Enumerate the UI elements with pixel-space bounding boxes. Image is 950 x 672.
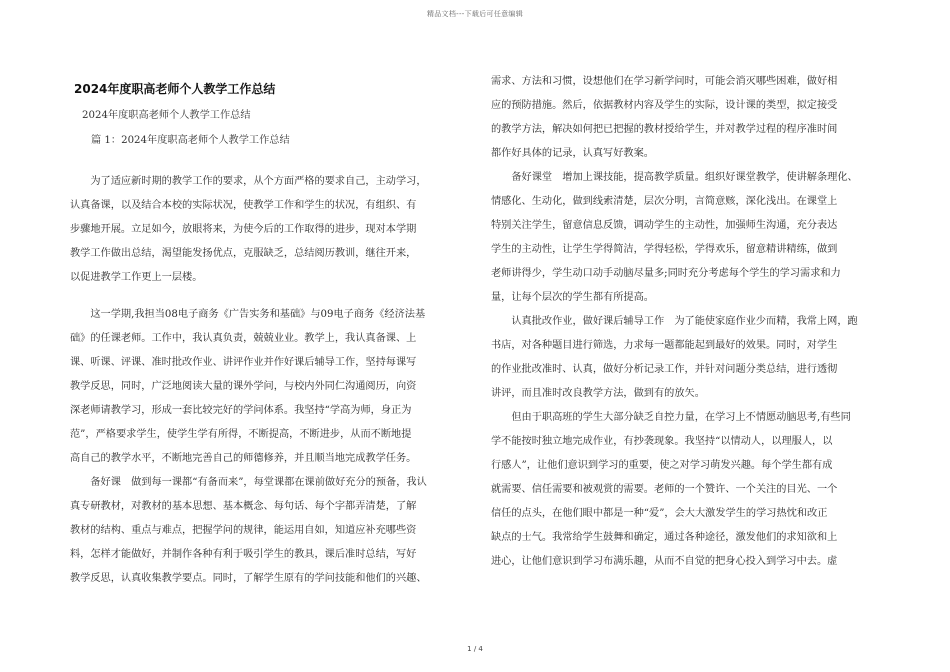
text-line: 信任的点头，在他们眼中都是一种“爱”，会大大激发学生的学习热忱和改正 <box>491 508 828 519</box>
section-heading: 篇 1：2024年度职高老师个人教学工作总结 <box>91 135 290 146</box>
text-line: 情感化、生动化，做到线索清楚，层次分明，言简意赅，深化浅出。在课堂上 <box>491 196 838 207</box>
text-line: 这一学期,我担当08电子商务《广告实务和基础》与09电子商务《经济法基 <box>70 309 426 320</box>
text-line: 缺点的士气。我常给学生鼓舞和确定，通过各种途径，激发他们的求知欲和上 <box>491 532 838 543</box>
text-line: 的作业批改准时、认真，做好分析记录工作，并针对问题分类总结，进行透彻 <box>491 364 838 375</box>
text-line: 步骤地开展。立足如今，放眼将来，为使今后的工作取得的进步，现对本学期 <box>70 224 417 235</box>
text-line: 学生的主动性，让学生学得简洁，学得轻松，学得欢乐，留意精讲精练，做到 <box>491 244 838 255</box>
text-line: 需求、方法和习惯，设想他们在学习新学问时，可能会消灭哪些困难，做好相 <box>491 76 838 87</box>
text-line: 教学工作做出总结，渴望能发扬优点，克服缺乏，总结阅历教训，继往开来， <box>70 248 417 259</box>
page-number: 1 / 4 <box>467 645 483 653</box>
text-line: 真专研教材，对教材的基本思想、基本概念、每句话、每个字都弄清楚，了解 <box>70 501 417 512</box>
document-subtitle: 2024年度职高老师个人教学工作总结 <box>82 110 251 121</box>
text-line: 教材的结构、重点与难点，把握学问的规律，能运用自如，知道应补充哪些资 <box>70 525 417 536</box>
text-line: 备好课堂 增加上课技能，提高教学质量。组织好课堂教学，使讲解条理化、 <box>491 172 858 183</box>
text-line: 高自己的教学水平，不断地完善自己的师德修养，并且顺当地完成教学任务。 <box>70 453 417 464</box>
text-line: 老师讲得少，学生动口动手动脑尽量多;同时充分考虑每个学生的学习需求和力 <box>491 268 841 279</box>
text-line: 深老师请教学习，形成一套比较完好的学问体系。我坚持“学高为师，身正为 <box>70 405 412 416</box>
left-column <box>70 170 460 591</box>
text-line: 为了适应新时期的教学工作的要求，从个方面严格的要求自己，主动学习， <box>70 176 427 187</box>
right-column <box>491 70 881 574</box>
text-line: 但由于职高班的学生大部分缺乏自控力量，在学习上不情愿动脑思考,有些同 <box>491 412 851 423</box>
document-title: 2024年度职高老师个人教学工作总结 <box>74 82 276 96</box>
text-line: 课、听课、评课、准时批改作业、讲评作业并作好课后辅导工作，坚持每课写 <box>70 357 417 368</box>
text-line: 应的预防措施。然后，依据教材内容及学生的实际，设计课的类型，拟定接受 <box>491 100 838 111</box>
text-line: 础》的任课老师。工作中，我认真负责，兢兢业业。教学上，我认真备课、上 <box>70 333 417 344</box>
text-line: 特别关注学生，留意信息反馈，调动学生的主动性，加强师生沟通，充分表达 <box>491 220 838 231</box>
text-line: 备好课 做到每一课都“有备而来”，每堂课都在课前做好充分的预备，我认 <box>70 477 427 488</box>
text-line: 教学反思，同时，广泛地阅读大量的课外学问，与校内外同仁沟通阅历，向资 <box>70 381 417 392</box>
text-line: 都作好具体的记录，认真写好教案。 <box>491 148 654 159</box>
text-line: 进心，让他们意识到学习布满乐趣，从而不自觉的把身心投入到学习中去。虚 <box>491 556 838 567</box>
text-line: 讲评，而且准时改良教学方法，做到有的放矢。 <box>491 388 705 399</box>
text-line: 量，让每个层次的学生都有所提高。 <box>491 292 654 303</box>
header-note: 精品文档---下载后可任意编辑 <box>426 10 524 18</box>
text-line: 以促进教学工作更上一层楼。 <box>70 272 203 283</box>
text-line: 学不能按时独立地完成作业，有抄袭现象。我坚持“以情动人，以理服人，以 <box>491 436 833 447</box>
text-line: 认真批改作业，做好课后辅导工作 为了能使家庭作业少而精，我常上网，跑 <box>491 316 858 327</box>
text-line: 认真备课，以及结合本校的实际状况，使教学工作和学生的状况，有组织、有 <box>70 200 417 211</box>
text-line: 教学反思，认真收集教学要点。同时，了解学生原有的学问技能和他们的兴趣、 <box>70 573 427 584</box>
text-line: 料，怎样才能做好，并制作各种有利于吸引学生的教具，课后准时总结，写好 <box>70 549 417 560</box>
text-line: 书店，对各种题目进行筛选，力求每一题都能起到最好的效果。同时，对学生 <box>491 340 838 351</box>
text-line: 的教学方法，解决如何把已把握的教材授给学生，并对教学过程的程序准时间 <box>491 124 838 135</box>
text-line: 就需要、信任需要和被观赏的需要。老师的一个赞许、一个关注的目光、一个 <box>491 484 838 495</box>
text-line: 行感人”，让他们意识到学习的重要，使之对学习萌发兴趣。每个学生都有成 <box>491 460 833 471</box>
text-line: 范”，严格要求学生，使学生学有所得，不断提高，不断进步，从而不断地提 <box>70 429 412 440</box>
